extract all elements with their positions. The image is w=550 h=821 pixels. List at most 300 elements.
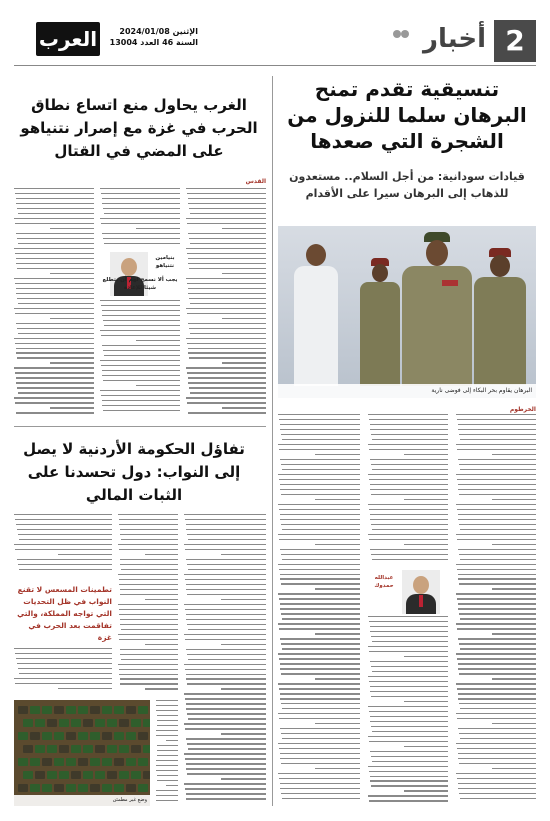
body-text-line <box>186 529 266 530</box>
body-text-line <box>368 616 448 617</box>
body-text-line <box>459 494 536 495</box>
body-text-line <box>458 489 536 490</box>
body-text-line <box>282 798 360 799</box>
body-text-line <box>371 696 448 697</box>
body-text-line <box>100 218 180 219</box>
body-text-line <box>186 703 266 704</box>
body-text-line <box>103 380 180 381</box>
body-text-line <box>370 484 448 485</box>
body-text-line <box>372 731 448 732</box>
body-text-line <box>457 718 536 719</box>
body-text-line <box>371 554 448 555</box>
body-text-line <box>315 454 360 455</box>
body-text-line <box>186 367 266 368</box>
body-text-line <box>280 668 360 669</box>
body-text-line <box>370 459 448 460</box>
body-text-line <box>15 683 112 684</box>
body-text-line <box>457 658 536 659</box>
body-text-line <box>14 308 94 309</box>
body-text-line <box>145 688 178 689</box>
body-text-line <box>282 529 360 530</box>
body-text-line <box>282 648 360 649</box>
body-text-line <box>460 798 536 799</box>
body-text-line <box>186 188 266 189</box>
body-text-line <box>119 669 178 670</box>
body-text-line <box>371 666 448 667</box>
body-text-line <box>456 713 536 714</box>
body-text-line <box>189 328 266 329</box>
body-text-line <box>459 524 536 525</box>
body-text-line <box>188 748 266 749</box>
body-text-line <box>166 785 178 786</box>
body-text-line <box>279 778 360 779</box>
body-text-line <box>50 318 94 319</box>
body-text-line <box>404 656 448 657</box>
body-text-line <box>186 798 266 799</box>
body-text-line <box>185 579 266 580</box>
body-text-line <box>280 788 360 789</box>
body-text-line <box>282 469 360 470</box>
body-text-line <box>156 730 178 731</box>
body-text-line <box>14 218 94 219</box>
body-text-line <box>15 372 94 373</box>
parliament-seat <box>126 732 136 740</box>
body-text-line <box>370 514 448 515</box>
body-text-line <box>15 549 112 550</box>
body-text-line <box>371 464 448 465</box>
body-text-line <box>17 328 94 329</box>
main-dateline: الخرطوم <box>509 406 536 413</box>
body-text-line <box>456 534 536 535</box>
hamdok-name: عبدالله حمدوك <box>374 575 394 589</box>
body-text-line <box>456 414 536 415</box>
body-text-line <box>17 238 94 239</box>
body-text-line <box>121 629 178 630</box>
body-text-line <box>404 790 448 791</box>
body-text-line <box>278 564 360 565</box>
body-text-line <box>369 800 448 801</box>
body-text-line <box>188 258 266 259</box>
body-text-line <box>136 340 180 341</box>
body-text-line <box>369 651 448 652</box>
body-text-line <box>456 623 536 624</box>
body-text-line <box>120 529 178 530</box>
body-text-line <box>280 698 360 699</box>
section-divider <box>14 426 266 427</box>
body-text-line <box>15 343 94 344</box>
body-text-line <box>19 673 112 674</box>
body-text-line <box>280 753 360 754</box>
body-text-line <box>458 549 536 550</box>
main-story-col-1 <box>456 414 536 806</box>
body-text-line <box>222 362 266 363</box>
body-text-line <box>371 756 448 757</box>
body-text-line <box>17 268 94 269</box>
body-text-line <box>58 688 112 689</box>
body-text-line <box>492 454 536 455</box>
body-text-line <box>15 283 94 284</box>
parliament-seat <box>59 745 69 753</box>
body-text-line <box>282 738 360 739</box>
body-text-line <box>102 233 180 234</box>
body-text-line <box>157 745 178 746</box>
body-text-line <box>457 748 536 749</box>
body-text-line <box>102 375 180 376</box>
body-text-line <box>14 678 112 679</box>
body-text-line <box>279 598 360 599</box>
body-text-line <box>16 352 94 353</box>
body-text-line <box>19 569 112 570</box>
body-text-line <box>118 634 178 635</box>
body-text-line <box>371 524 448 525</box>
body-text-line <box>458 788 536 789</box>
body-text-line <box>120 589 178 590</box>
body-text-line <box>16 263 94 264</box>
body-text-line <box>100 188 180 189</box>
body-text-line <box>156 710 178 711</box>
body-text-line <box>187 534 266 535</box>
body-text-line <box>18 564 112 565</box>
masthead-logo: العرب <box>36 22 100 56</box>
main-subheadline: قيادات سودانية: من أجل السلام.. مستعدون للذهاب إلى البرهان سيرا على الأقدام <box>289 170 525 200</box>
body-text-line <box>119 579 178 580</box>
body-text-line <box>458 783 536 784</box>
parliament-seat <box>78 706 88 714</box>
body-text-line <box>369 621 448 622</box>
parliament-seat <box>35 745 45 753</box>
body-text-line <box>281 673 360 674</box>
body-text-line <box>16 293 94 294</box>
body-text-line <box>278 474 360 475</box>
body-text-line <box>189 238 266 239</box>
body-text-line <box>58 554 112 555</box>
body-text-line <box>15 223 94 224</box>
parliament-photo <box>14 700 150 806</box>
parliament-seat <box>18 706 28 714</box>
body-text-line <box>119 609 178 610</box>
body-text-line <box>279 569 360 570</box>
body-text-line <box>119 584 178 585</box>
body-text-line <box>282 618 360 619</box>
body-text-line <box>368 534 448 535</box>
body-text-line <box>187 253 266 254</box>
second-story-col-3 <box>14 514 112 578</box>
body-text-line <box>221 778 266 779</box>
parliament-seat <box>107 745 117 753</box>
parliament-seat <box>23 745 33 753</box>
body-text-line <box>368 766 448 767</box>
body-text-line <box>281 793 360 794</box>
body-text-line <box>119 614 178 615</box>
body-text-line <box>186 524 266 525</box>
body-text-line <box>281 554 360 555</box>
body-text-line <box>458 608 536 609</box>
body-text-line <box>187 313 266 314</box>
netanyahu-quote: يجب ألا نسمح لهم أن نتطلع شيئا للإعادة <box>102 277 178 291</box>
parliament-seat <box>42 732 52 740</box>
body-text-line <box>184 544 266 545</box>
body-text-line <box>18 668 112 669</box>
body-text-line <box>15 519 112 520</box>
body-text-line <box>460 529 536 530</box>
body-text-line <box>18 303 94 304</box>
body-text-line <box>458 514 536 515</box>
body-text-line <box>370 631 448 632</box>
body-text-line <box>190 213 266 214</box>
body-text-line <box>370 691 448 692</box>
body-text-line <box>120 534 178 535</box>
body-text-line <box>279 688 360 689</box>
body-text-line <box>186 589 266 590</box>
parliament-seat <box>18 732 28 740</box>
body-text-line <box>120 594 178 595</box>
body-text-line <box>120 649 178 650</box>
parliament-seat <box>59 771 69 779</box>
body-text-line <box>186 793 266 794</box>
body-text-line <box>221 644 266 645</box>
body-text-line <box>187 683 266 684</box>
body-text-line <box>17 208 94 209</box>
body-text-line <box>457 688 536 689</box>
body-text-line <box>458 668 536 669</box>
body-text-line <box>156 795 178 796</box>
body-text-line <box>315 499 360 500</box>
body-text-line <box>15 402 94 403</box>
body-text-line <box>103 410 180 411</box>
body-text-line <box>315 588 360 589</box>
body-text-line <box>101 395 180 396</box>
main-photo <box>278 226 536 398</box>
body-text-line <box>492 678 536 679</box>
body-text-line <box>278 414 360 415</box>
body-text-line <box>16 203 94 204</box>
body-text-line <box>370 686 448 687</box>
body-text-line <box>460 618 536 619</box>
body-text-line <box>221 599 266 600</box>
body-text-line <box>188 323 266 324</box>
body-text-line <box>188 629 266 630</box>
parliament-seat <box>126 758 136 766</box>
body-text-line <box>185 698 266 699</box>
body-text-line <box>157 750 178 751</box>
parliament-seat <box>71 719 81 727</box>
body-text-line <box>184 574 266 575</box>
body-text-line <box>157 725 178 726</box>
body-text-line <box>136 385 180 386</box>
body-text-line <box>120 678 178 679</box>
body-text-line <box>458 698 536 699</box>
body-text-line <box>460 559 536 560</box>
body-text-line <box>120 624 178 625</box>
body-text-line <box>102 198 180 199</box>
body-text-line <box>459 733 536 734</box>
body-text-line <box>188 203 266 204</box>
body-text-line <box>16 198 94 199</box>
parliament-seat <box>83 771 93 779</box>
body-text-line <box>102 203 180 204</box>
body-text-line <box>189 298 266 299</box>
parliament-seat <box>107 771 117 779</box>
body-text-line <box>19 539 112 540</box>
body-text-line <box>370 626 448 627</box>
body-text-line <box>187 402 266 403</box>
body-text-line <box>281 583 360 584</box>
main-photo-caption: البرهان يقاوم بحر البكاء إلى فوضى نارية <box>278 384 536 398</box>
parliament-seat <box>23 719 33 727</box>
body-text-line <box>278 534 360 535</box>
body-text-line <box>101 335 180 336</box>
body-text-line <box>16 377 94 378</box>
body-text-line <box>187 193 266 194</box>
body-text-line <box>369 539 448 540</box>
body-text-line <box>404 499 448 500</box>
body-text-line <box>458 578 536 579</box>
body-text-line <box>17 298 94 299</box>
body-text-line <box>14 648 112 649</box>
body-text-line <box>368 414 448 415</box>
body-text-line <box>280 519 360 520</box>
body-text-line <box>456 474 536 475</box>
body-text-line <box>186 763 266 764</box>
body-text-line <box>404 454 448 455</box>
body-text-line <box>16 658 112 659</box>
body-text-line <box>369 479 448 480</box>
parliament-seat <box>59 719 69 727</box>
body-text-line <box>14 278 94 279</box>
body-text-line <box>186 678 266 679</box>
body-text-line <box>100 330 180 331</box>
parliament-seat <box>54 784 64 792</box>
body-text-line <box>458 728 536 729</box>
body-text-line <box>184 514 266 515</box>
parliament-seat <box>18 784 28 792</box>
second-headline: تفاؤل الحكومة الأردنية لا يصل إلى النواب: دول تحسدنا على الثبات المالي <box>23 440 245 504</box>
body-text-line <box>459 763 536 764</box>
body-text-line <box>186 708 266 709</box>
body-text-line <box>492 588 536 589</box>
body-text-line <box>222 228 266 229</box>
body-text-line <box>156 765 178 766</box>
body-text-line <box>50 407 94 408</box>
body-text-line <box>156 760 178 761</box>
body-text-line <box>459 793 536 794</box>
body-text-line <box>368 795 448 796</box>
parliament-seat <box>78 732 88 740</box>
parliament-seat <box>126 706 136 714</box>
parliament-seat <box>138 758 148 766</box>
parliament-seat <box>138 706 148 714</box>
body-text-line <box>184 783 266 784</box>
parliament-seat <box>138 732 148 740</box>
body-text-line <box>221 688 266 689</box>
left-story-col-1 <box>186 188 266 418</box>
body-text-line <box>457 419 536 420</box>
body-text-line <box>370 721 448 722</box>
body-text-line <box>459 583 536 584</box>
body-text-line <box>119 639 178 640</box>
body-text-line <box>280 549 360 550</box>
body-text-line <box>281 494 360 495</box>
body-text-line <box>157 755 178 756</box>
parliament-seat <box>131 745 141 753</box>
body-text-line <box>184 604 266 605</box>
body-text-line <box>459 613 536 614</box>
body-text-line <box>16 412 94 413</box>
body-text-line <box>222 318 266 319</box>
parliament-seat <box>42 706 52 714</box>
body-text-line <box>459 703 536 704</box>
body-text-line <box>188 718 266 719</box>
parliament-seat <box>23 771 33 779</box>
body-text-line <box>15 653 112 654</box>
second-story-col-2 <box>118 514 178 694</box>
body-text-line <box>187 343 266 344</box>
body-text-line <box>190 392 266 393</box>
body-text-line <box>156 800 178 801</box>
body-text-line <box>369 711 448 712</box>
body-text-line <box>186 768 266 769</box>
parliament-seat <box>102 784 112 792</box>
body-text-line <box>186 674 266 675</box>
body-text-line <box>278 504 360 505</box>
body-text-line <box>456 564 536 565</box>
body-text-line <box>282 439 360 440</box>
figure-civilian <box>292 244 340 384</box>
body-text-line <box>457 628 536 629</box>
body-text-line <box>280 638 360 639</box>
body-text-line <box>458 663 536 664</box>
parliament-seat <box>90 706 100 714</box>
parliament-seat <box>114 784 124 792</box>
body-text-line <box>369 741 448 742</box>
body-text-line <box>404 746 448 747</box>
parliament-seat <box>119 771 129 779</box>
body-text-line <box>458 574 536 575</box>
body-text-line <box>279 748 360 749</box>
parliament-seat <box>131 771 141 779</box>
body-text-line <box>459 643 536 644</box>
body-text-line <box>185 549 266 550</box>
body-text-line <box>104 325 180 326</box>
body-text-line <box>50 228 94 229</box>
body-text-line <box>221 554 266 555</box>
body-text-line <box>279 449 360 450</box>
body-text-line <box>278 444 360 445</box>
body-text-line <box>369 509 448 510</box>
body-text-line <box>14 514 112 515</box>
body-text-line <box>186 614 266 615</box>
body-text-line <box>281 464 360 465</box>
body-text-line <box>369 681 448 682</box>
body-text-line <box>119 549 178 550</box>
body-text-line <box>188 293 266 294</box>
body-text-line <box>280 424 360 425</box>
body-text-line <box>281 434 360 435</box>
body-text-line <box>119 519 178 520</box>
parliament-seat <box>54 706 64 714</box>
parliament-seat <box>66 784 76 792</box>
body-text-line <box>120 619 178 620</box>
parliament-seat <box>42 758 52 766</box>
body-text-line <box>457 539 536 540</box>
parliament-seat <box>114 732 124 740</box>
body-text-line <box>118 514 178 515</box>
body-text-line <box>157 715 178 716</box>
parliament-seat <box>42 784 52 792</box>
body-text-line <box>102 310 180 311</box>
parliament-seat <box>66 758 76 766</box>
body-text-line <box>187 654 266 655</box>
